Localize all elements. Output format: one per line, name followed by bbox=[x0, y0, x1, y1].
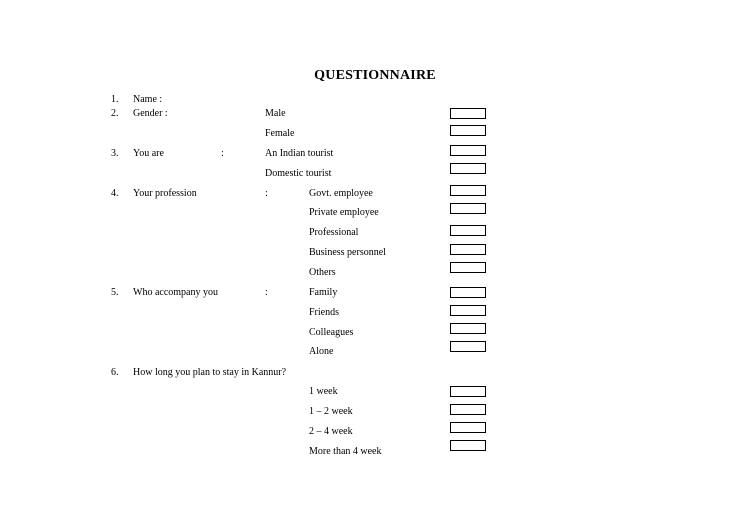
option-domestic-tourist: Domestic tourist bbox=[265, 168, 332, 179]
option-private-employee: Private employee bbox=[309, 207, 379, 218]
checkbox-govt-employee[interactable] bbox=[450, 185, 486, 196]
checkbox-friends[interactable] bbox=[450, 305, 486, 316]
option-colleagues: Colleagues bbox=[309, 327, 354, 338]
checkbox-1-2-week[interactable] bbox=[450, 404, 486, 415]
checkbox-private-employee[interactable] bbox=[450, 203, 486, 214]
checkbox-more-than-4-week[interactable] bbox=[450, 440, 486, 451]
q3-you-are-label: You are bbox=[133, 148, 164, 159]
option-alone: Alone bbox=[309, 346, 334, 357]
option-family: Family bbox=[309, 287, 338, 298]
q6-stay-label: How long you plan to stay in Kannur? bbox=[133, 367, 287, 378]
q3-colon: : bbox=[221, 148, 224, 159]
option-more-than-4-week: More than 4 week bbox=[309, 446, 382, 457]
checkbox-female[interactable] bbox=[450, 125, 486, 136]
option-govt-employee: Govt. employee bbox=[309, 188, 373, 199]
checkbox-1-week[interactable] bbox=[450, 386, 486, 397]
option-professional: Professional bbox=[309, 227, 359, 238]
q1-name-label: Name : bbox=[133, 94, 163, 105]
option-others: Others bbox=[309, 267, 336, 278]
checkbox-domestic-tourist[interactable] bbox=[450, 163, 486, 174]
option-business-personnel: Business personnel bbox=[309, 247, 386, 258]
q5-number: 5. bbox=[111, 287, 119, 298]
checkbox-business-personnel[interactable] bbox=[450, 244, 486, 255]
q4-number: 4. bbox=[111, 188, 119, 199]
checkbox-colleagues[interactable] bbox=[450, 323, 486, 334]
checkbox-male[interactable] bbox=[450, 108, 486, 119]
option-2-4-week: 2 – 4 week bbox=[309, 426, 353, 437]
q6-number: 6. bbox=[111, 367, 119, 378]
option-1-2-week: 1 – 2 week bbox=[309, 406, 353, 417]
q4-profession-label: Your profession bbox=[133, 188, 197, 199]
option-1-week: 1 week bbox=[309, 386, 338, 397]
q2-gender-label: Gender : bbox=[133, 108, 168, 119]
checkbox-indian-tourist[interactable] bbox=[450, 145, 486, 156]
q5-colon: : bbox=[265, 287, 268, 298]
q5-accompany-label: Who accompany you bbox=[133, 287, 218, 298]
q4-colon: : bbox=[265, 188, 268, 199]
checkbox-2-4-week[interactable] bbox=[450, 422, 486, 433]
checkbox-family[interactable] bbox=[450, 287, 486, 298]
q2-number: 2. bbox=[111, 108, 119, 119]
checkbox-alone[interactable] bbox=[450, 341, 486, 352]
option-friends: Friends bbox=[309, 307, 339, 318]
q3-number: 3. bbox=[111, 148, 119, 159]
questionnaire-title: QUESTIONNAIRE bbox=[314, 68, 436, 83]
q1-number: 1. bbox=[111, 94, 119, 105]
option-indian-tourist: An Indian tourist bbox=[265, 148, 334, 159]
option-male: Male bbox=[265, 108, 286, 119]
checkbox-professional[interactable] bbox=[450, 225, 486, 236]
checkbox-others[interactable] bbox=[450, 262, 486, 273]
option-female: Female bbox=[265, 128, 295, 139]
